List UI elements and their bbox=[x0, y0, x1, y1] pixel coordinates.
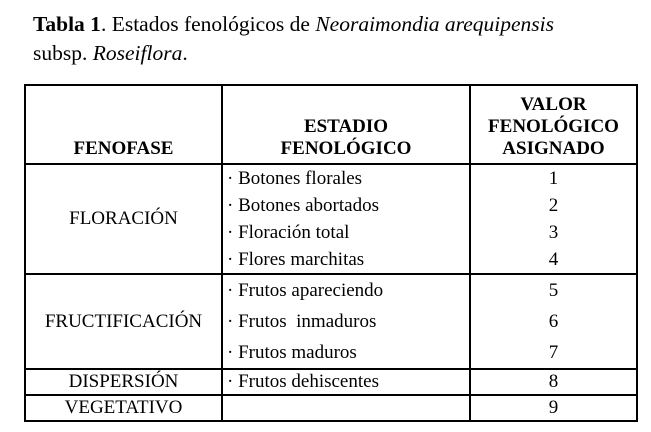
caption-text: . Estados fenológicos de bbox=[100, 12, 316, 36]
table-caption bbox=[33, 10, 633, 68]
caption-subspecies: Roseiflora bbox=[92, 41, 183, 65]
caption-species: Neoraimondia arequipensis bbox=[315, 12, 554, 36]
table-row bbox=[25, 274, 637, 306]
value-cell: 7 bbox=[470, 337, 637, 369]
value-cell: 3 bbox=[470, 219, 637, 246]
stage-cell: · Botones florales bbox=[227, 167, 363, 189]
header-fenofase bbox=[25, 85, 222, 164]
header-valor-line2: FENOLÓGICO bbox=[488, 116, 619, 137]
value-cell: 8 bbox=[470, 369, 637, 395]
table-row bbox=[25, 369, 637, 395]
stage-cell: · Frutos maduros bbox=[222, 337, 470, 369]
caption-label: Tabla 1 bbox=[33, 12, 101, 36]
phase-vegetativo: VEGETATIVO bbox=[25, 395, 222, 421]
stage-cell bbox=[222, 395, 470, 421]
stage-cell: · Botones abortados bbox=[227, 194, 379, 216]
table-row bbox=[25, 164, 637, 192]
header-estadio-line1: ESTADIO bbox=[303, 116, 389, 137]
phase-fructificacion: FRUCTIFICACIÓN bbox=[25, 274, 222, 369]
value-cell: 5 bbox=[470, 274, 637, 306]
stage-cell: · Frutos inmaduros bbox=[227, 310, 377, 332]
phase-floracion: FLORACIÓN bbox=[25, 164, 222, 274]
table-row bbox=[25, 395, 637, 421]
header-estadio bbox=[222, 85, 470, 164]
caption-text-subsp: subsp. bbox=[33, 41, 93, 65]
value-cell: 6 bbox=[470, 306, 637, 337]
header-valor-line1: VALOR bbox=[520, 94, 587, 115]
header-valor-line3: ASIGNADO bbox=[502, 138, 605, 159]
caption-period: . bbox=[182, 41, 188, 65]
stage-cell: · Floración total bbox=[227, 221, 350, 243]
header-fenofase-label: FENOFASE bbox=[73, 138, 174, 159]
stage-cell: · Frutos apareciendo bbox=[227, 279, 384, 301]
phenology-table bbox=[24, 84, 638, 422]
value-cell: 4 bbox=[470, 246, 637, 274]
value-cell: 1 bbox=[470, 164, 637, 192]
header-valor bbox=[470, 85, 637, 164]
stage-cell: · Flores marchitas bbox=[222, 246, 470, 274]
stage-cell: · Frutos dehiscentes bbox=[222, 369, 470, 395]
header-estadio-line2: FENOLÓGICO bbox=[280, 138, 412, 159]
value-cell: 9 bbox=[470, 395, 637, 421]
value-cell: 2 bbox=[470, 192, 637, 219]
phase-dispersion: DISPERSIÓN bbox=[25, 369, 222, 395]
